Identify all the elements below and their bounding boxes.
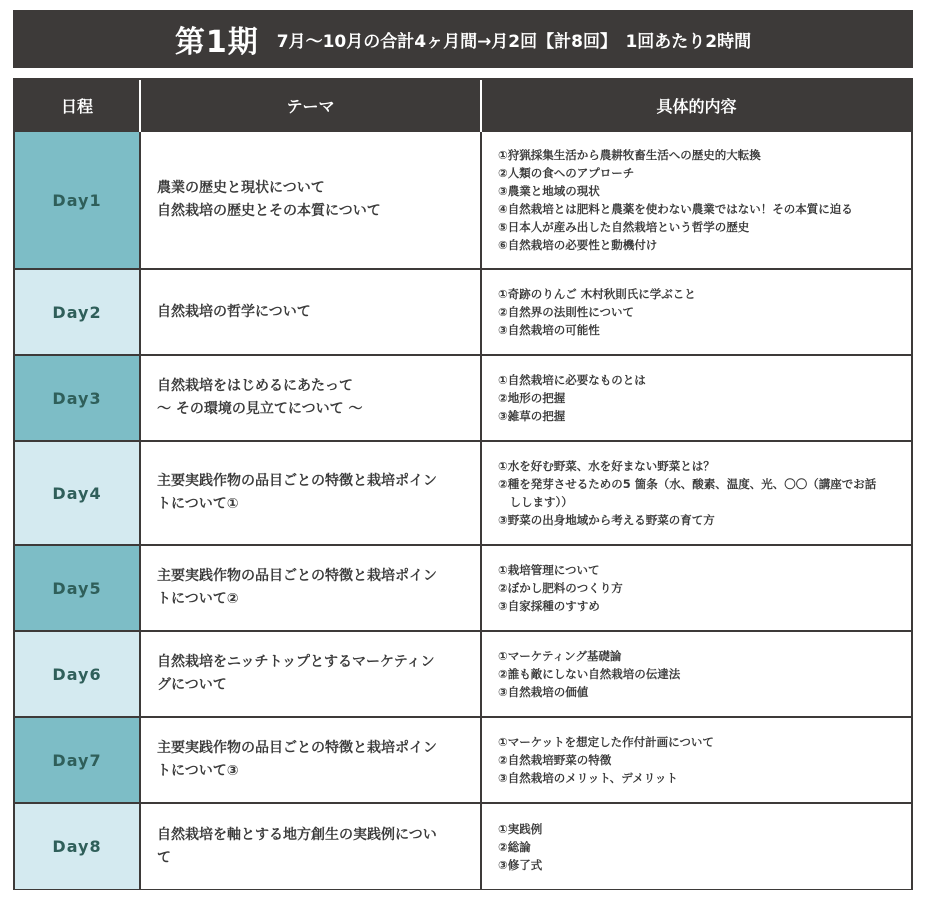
theme-cell	[140, 631, 481, 717]
theme-line: 農業の歴史と現状について	[157, 180, 325, 196]
table-row	[15, 717, 911, 803]
detail-item: ②地形の把握	[498, 391, 566, 405]
day-cell: Day2	[15, 269, 140, 355]
table-row	[15, 355, 911, 441]
detail-cell	[481, 441, 911, 545]
period-title: 第1期	[174, 25, 259, 60]
theme-line: 主要実践作物の品目ごとの特徴と栽培ポイン	[157, 473, 437, 489]
period-banner	[13, 10, 913, 68]
table-row	[15, 441, 911, 545]
detail-item: ⑥自然栽培の必要性と動機付け	[498, 238, 658, 252]
detail-cell	[481, 269, 911, 355]
theme-line: 自然栽培をはじめるにあたって	[157, 378, 353, 394]
detail-item: ①自然栽培に必要なものとは	[498, 373, 646, 387]
detail-item: ③野菜の出身地域から考える野菜の育て方	[498, 513, 715, 527]
detail-item: ①奇跡のりんご 木村秋則氏に学ぶこと	[498, 287, 696, 301]
day-cell: Day6	[15, 631, 140, 717]
theme-line: トについて③	[157, 763, 239, 779]
theme-cell	[140, 545, 481, 631]
theme-line: 自然栽培の歴史とその本質について	[157, 203, 381, 219]
detail-item: ①栽培管理について	[498, 563, 600, 577]
theme-line: て	[157, 849, 171, 866]
theme-cell	[140, 355, 481, 441]
theme-cell	[140, 803, 481, 889]
header-detail: 具体的内容	[481, 80, 911, 131]
detail-item: ③自然栽培の可能性	[498, 323, 600, 337]
table-row	[15, 631, 911, 717]
detail-cell	[481, 545, 911, 631]
detail-item: ③雑草の把握	[498, 409, 566, 423]
detail-item: ②ぼかし肥料のつくり方	[498, 581, 623, 595]
detail-item: ③農業と地域の現状	[498, 184, 600, 198]
detail-item: ①狩猟採集生活から農耕牧畜生活への歴史的大転換	[498, 148, 761, 162]
day-cell: Day1	[15, 131, 140, 269]
theme-line: グについて	[157, 677, 227, 693]
theme-line: 主要実践作物の品目ごとの特徴と栽培ポイン	[157, 568, 437, 584]
theme-cell	[140, 717, 481, 803]
table-row	[15, 131, 911, 269]
detail-item: ②総論	[498, 839, 531, 854]
detail-item: ③自家採種のすすめ	[498, 599, 600, 613]
detail-cell	[481, 131, 911, 269]
day-cell: Day8	[15, 803, 140, 889]
period-description: 7月〜10月の合計4ヶ月間→月2回【計8回】 1回あたり2時間	[276, 31, 752, 52]
detail-item: ③修了式	[498, 857, 543, 872]
detail-item: ①マーケティング基礎論	[498, 649, 622, 663]
theme-line: 自然栽培の哲学について	[157, 303, 311, 320]
theme-line: 〜 その環境の見立てについて 〜	[157, 401, 363, 417]
detail-cell	[481, 717, 911, 803]
detail-item: ②人類の食へのアプローチ	[498, 166, 635, 180]
day-cell: Day5	[15, 545, 140, 631]
detail-cell	[481, 631, 911, 717]
detail-item: ②誰も敵にしない自然栽培の伝達法	[498, 667, 681, 681]
detail-item: ①水を好む野菜、水を好まない野菜とは？	[498, 459, 715, 473]
detail-item: ④自然栽培とは肥料と農薬を使わない農業ではない！その本質に迫る	[498, 202, 853, 216]
detail-item: ①実践例	[498, 821, 543, 836]
header-day: 日程	[15, 80, 140, 131]
theme-line: トについて①	[157, 496, 239, 512]
theme-line: 主要実践作物の品目ごとの特徴と栽培ポイン	[157, 740, 437, 756]
theme-cell	[140, 131, 481, 269]
detail-item: ②自然栽培野菜の特徴	[498, 753, 612, 767]
table-header-row	[15, 80, 911, 131]
table-row	[15, 545, 911, 631]
table-row	[15, 269, 911, 355]
detail-item: ①マーケットを想定した作付計画について	[498, 735, 714, 749]
detail-cell	[481, 803, 911, 889]
table-row	[15, 803, 911, 889]
theme-cell	[140, 441, 481, 545]
detail-item: ②種を発芽させるための5 箇条（水、酸素、温度、光、〇〇（講座でお話	[498, 477, 877, 491]
theme-line: 自然栽培を軸とする地方創生の実践例につい	[157, 826, 437, 843]
header-theme: テーマ	[140, 80, 481, 131]
detail-item: ③自然栽培のメリット、デメリット	[498, 771, 678, 785]
detail-item: ③自然栽培の価値	[498, 685, 589, 699]
detail-item: しします））	[498, 495, 573, 509]
day-cell: Day3	[15, 355, 140, 441]
schedule-table	[13, 78, 913, 890]
detail-item: ②自然界の法則性について	[498, 305, 635, 319]
detail-item: ⑤日本人が産み出した自然栽培という哲学の歴史	[498, 220, 750, 234]
day-cell: Day7	[15, 717, 140, 803]
theme-cell	[140, 269, 481, 355]
theme-line: 自然栽培をニッチトップとするマーケティン	[157, 654, 435, 670]
day-cell: Day4	[15, 441, 140, 545]
theme-line: トについて②	[157, 591, 239, 607]
detail-cell	[481, 355, 911, 441]
